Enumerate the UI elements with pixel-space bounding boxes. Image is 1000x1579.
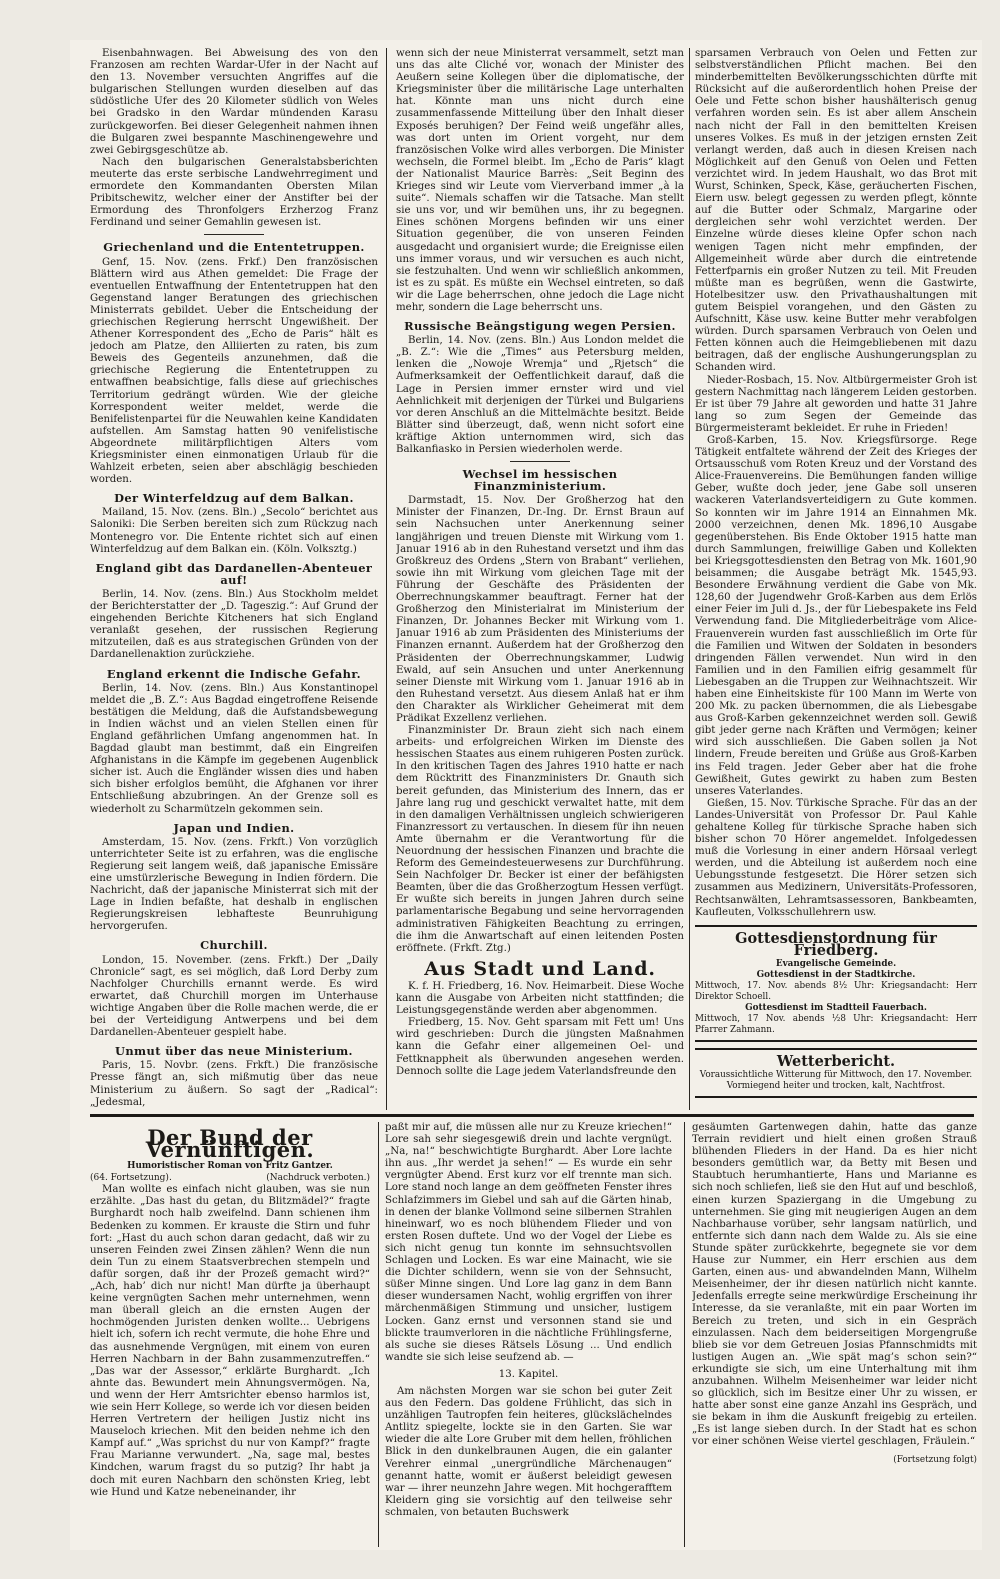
article-heading: Griechenland und die Ententetruppen. [103,240,365,255]
column-1 [90,48,378,1110]
column-rule [386,48,387,1110]
box-line: Gottesdienst im Stadtteil Fauerbach. [745,1002,927,1013]
article-heading: Der Winterfeldzug auf dem Balkan. [114,491,354,506]
newspaper-page [70,40,982,1550]
weather-title: Wetterbericht. [776,1052,896,1070]
article-heading: Wechsel im hessischen Finanzministerium. [462,467,618,494]
article-text: Darmstadt, 15. Nov. Der Großherzog hat den Minister der Finanzen, Dr.-Ing. Dr. Ernst Braun auf sein Nachsuchen unter Anerkennung seiner langjährigen und treuen Dienste mit Wirkung vom 1. Januar 1916 ab in den Ruhestand versetzt und ihm das Großkreuz des Ordens „Stern von Brabant“ verliehen, sowie ihn mit Wirkung vom gleichen Tage mit der Führung der Geschäfte des Präsidenten der Oberrechnungskammer beauftragt. Ferner hat der Großherzog den Ministerialrat im Ministerium der Finanzen, Dr. Johannes Becker mit Wirkung vom 1. Januar 1916 ab zum Präsidenten des Ministeriums der Finanzen ernannt. Außerdem hat der Großherzog den Präsidenten der Oberrechnungskammer, Ludwig Ewald, auf sein Ansuchen und unter Anerkennung seiner Dienste mit Wirkung vom 1. Januar 1916 ab in den Ruhestand versetzt. Aus diesem Anlaß hat er ihm den Charakter als Wirklicher Geheimerat mit dem Prädikat Exzellenz verliehen. [396,495,684,724]
novel-text: Am nächsten Morgen war sie schon bei guter Zeit aus den Federn. Das goldene Frühlicht, das sich in unzähligen Tautropfen fein heiteres, glückslächelndes Antlitz spiegelte, lockte sie in den Garten. Sie war wieder die alte Lore Gruber mit dem hellen, fröhlichen Blick in den dunkelbraunen Augen, die ein galanter Verehrer einmal „unergründliche Märchenaugen“ genannt hatte, womit er äußerst beleidigt gewesen war — ihrer neunzehn Jahre wegen. Mit hochgerafftem Kleidern ging sie vorsichtig auf den teilweise sehr schmalen, von betauten Buchswerk [385,1385,672,1518]
box-title: Gottesdienstordnung für Friedberg. [735,929,937,959]
weather-line: Vormiegend heiter und trocken, kalt, Nachtfrost. [726,1081,946,1092]
article-text: Genf, 15. Nov. (zens. Frkf.) Den französischen Blättern wird aus Athen gemeldet: Die Frage der eventuellen Entwaffnung der Ententetruppen hat den Gegenstand langer Beratungen des griechischen Ministerrats gebildet. Ueber die Entscheidung der griechischen Regierung herrscht Ungewißheit. Der Athener Korrespondent des „Echo de Paris“ hält es jedoch am Platze, den Alliierten zu raten, bis zum Beweis des Gegenteils anzunehmen, daß die griechische Regierung die Ententetruppen zu entwaffnen beabsichtige, falls diese auf griechisches Territorium gedrängt würden. Wie der gleiche Korrespondent weiter meldet, werde die Benifelistenpartei für die Neuwahlen keine Kandidaten aufstellen. Am Samstag hatten 90 venifelistische Abgeordnete militärpflichtigen Alters vom Kriegsminister einen einmonatigen Urlaub für die Wahlzeit erbeten, seien aber abschlägig beschieden worden. [90,256,378,486]
article-heading: Unmut über das neue Ministerium. [115,1044,353,1059]
article-text: Berlin, 14. Nov. (zens. Bln.) Aus Stockholm meldet der Berichterstatter der „D. Tageszig.“: Auf Grund der eingehenden Berichte Kitcheners hat sich England veranlaßt gesehen, der russischen Regierung mitzuteilen, daß es aus strategischen Gründen von der Dardanellenaktion zurückziehe. [90,588,378,661]
article-heading: Churchill. [200,938,268,953]
continuation-note: (Fortsetzung folgt) [893,1454,977,1465]
article-text: Paris, 15. Novbr. (zens. Frkft.) Die französische Presse fängt an, sich mißmutig über das neue Ministerium zu äußern. So sagt der „Radical“: „Jedesmal, [90,1060,378,1108]
article-text: Gießen, 15. Nov. Türkische Sprache. Für das an der Landes-Universität von Professor Dr. Paul Kahle gehaltene Kolleg für türkische Sprache haben sich bisher schon 70 Hörer angemeldet. Infolgedessen muß die Vorlesung in einer andern Hörsaal verlegt werden, und die Abteilung ist außerdem noch eine Uebungsstunde festgesetzt. Die Hörer setzen sich zusammen aus Medizinern, Universitäts-Professoren, Rechtsanwälten, Lehramtsassessoren, Bankbeamten, Kaufleuten, Volksschullehrern usw. [695,797,977,918]
article-text: wenn sich der neue Ministerrat versammelt, setzt man uns das alte Cliché vor, wonach der Minister des Aeußern seine Kollegen über die diplomatische, der Kriegsminister über die militärische Lage unterhalten hat. Könnte man uns nicht durch eine zusammenfassende Mitteilung über den Inhalt dieser Exposés beruhigen? Der Feind weiß ungefähr alles, was dort unten im Orient vorgeht, nur dem französischen Volke wird alles verborgen. Die Minister wechseln, die Formel bleibt. Im „Echo de Paris“ klagt der Nationalist Maurice Barrès: „Seit Beginn des Krieges sind wir Leute vom Vierverband immer „à la suite“. Niemals schaffen wir die Tatsache. Man stellt sie uns vor, und wir bemühen uns, ihr zu begegnen. Eines schönen Morgens befinden wir uns einer Situation gegenüber, die von unseren Feinden ausgedacht und organisiert wurde; die Ereignisse eilen uns immer voraus, und wir versuchen es auch nicht, sie festzuhalten. Und wenn wir schließlich ankommen, ist es zu spät. Es müßte ein Wechsel eintreten, so daß wir die Lage beherrschen, ohne jedoch die Lage nicht mehr, sondern die Lage beherrscht uns. [396,48,684,313]
column-3 [695,48,977,1110]
installment-label: (64. Fortsetzung). [90,1173,172,1184]
chapter-heading: 13. Kapitel. [498,1368,559,1380]
novel-text: gesäumten Gartenwegen dahin, hatte das ganze Terrain revidiert und hielt einen großen Strauß blühenden Flieders in der Hand. Da es hier nicht besonders gemütlich war, da Betty mit Besen und Staubtuch herumhantierte, Hans und Marianne es sich noch schliefen, ließ sie den Hut auf und beschloß, einen kurzen Spaziergang in die Umgebung zu unternehmen. Sie ging mit neugierigen Augen an dem Nachbarhause vorüber, sehr langsam natürlich, und entfernte sich dann nach dem Walde zu. Als sie eine Stunde später zurückkehrte, begegnete sie vor dem Hause zur Nummer, ein Herr erschien aus dem Garten, einen aus- und abwandelnden Mann, Wilhelm Meisenheimer, der ihr diesen natürlich nicht kannte. Jedenfalls erregte seine merkwürdige Erscheinung ihr Interesse, da sie veranlaßte, mit ein paar Worten im Bereich zu treten, und sich in ein Gespräch einzulassen. Nach dem beiderseitigen Morgengruße blieb sie vor dem Getreuen Josias Pfannschmidts mit lustigen Augen an. „Wie spät mag’s schon sein?“ erkundigte sie sich, um eine Unterhaltung mit ihm anzubahnen. Wilhelm Meisenheimer war leider nicht so glücklich, sich im Besitze einer Uhr zu wissen, er hatte aber sonst eine ganze Anzahl ins Gespräch, und sie bekam in ihm die Auskunft freigebig zu erteilen. „Es ist lange sieben durch. In der Stadt hat es schon vor einer schönen Weise viertel geschlagen, Fräulein.“ [692,1122,977,1448]
novel-text: Man wollte es einfach nicht glauben, was sie nun erzählte. „Das hast du getan, du Blitzmädel?“ fragte Burghardt noch halb zweifelnd. Dann schienen ihm Bedenken zu kommen. Er krauste die Stirn und fuhr fort: „Hast du auch schon daran gedacht, daß wir zu unseren Feinden zwei Zinsen zählen? Wenn die nun dein Tun zu einem Staatsverbrechen stempeln und dafür sorgen, daß ihr der Prozeß gemacht wird?“ „Ach, hab’ dich nur nicht! Man dürfte ja überhaupt keine vergnügten Sachen mehr unternehmen, wenn man überall gleich an die ernsten Augen der hochmögenden Juristen denken wollte... Uebrigens hielt ich, sofern ich recht vermute, die hohe Ehre und das ausnehmende Vergnügen, mit einem von euren Herren Nachbarn in der Bahn zusammenzutreffen.“ „Das war der Assessor,“ erklärte Burghardt. „Ich ahnte das. Bewundert mein Ahnungsvermögen. Na, und wenn der Herr Amtsrichter ebenso harmlos ist, wie sein Herr Kollege, so werde ich vor diesen beiden Herren Vertretern der heiligen Justiz nicht ins Mauseloch kriechen. Mit den beiden nehme ich den Kampf auf.“ „Was sprichst du nur von Kampf?“ fragte Frau Marianne verwundert. „Na, sage mal, bestes Kindchen, warum fragst du so putzig? Ihr habt ja doch mit euren Nachbarn den schönsten Krieg, lebt wie Hund und Katze nebeneinander, ihr [90,1184,370,1498]
box-subtitle: Evangelische Gemeinde. [775,958,897,969]
article-text: Mailand, 15. Nov. (zens. Bln.) „Secolo“ berichtet aus Saloniki: Die Serben bereiten sich zum Rückzug nach Montenegro vor. Die Entente richtet sich auf einen Winterfeldzug auf dem Balkan ein. (Köln. Volksztg.) [90,507,378,555]
divider [510,461,570,462]
copyright-label: (Nachdruck verboten.) [266,1173,370,1184]
weather-box [695,1048,977,1098]
article-text: Berlin, 14. Nov. (zens. Bln.) Aus Konstantinopel meldet die „B. Z.“: Aus Bagdad eingetroffene Reisende bestätigen die Meldung, daß die Aufstandsbewegung in Indien wächst und an vielen Stellen einen für England gefährlichen Umfang angenommen hat. In Bagdad glaubt man bestimmt, daß ein Eingreifen Afghanistans in die Kämpfe im gegebenen Augenblick sicher ist. Auch die Engländer wissen dies und haben sich bisher erfolglos bemüht, die Afghanen vor ihrer Entschließung abzubringen. An der Grenze soll es wiederholt zu Scharmützeln gekommen sein. [90,682,378,815]
article-text: Berlin, 14. Nov. (zens. Bln.) Aus London meldet die „B. Z.“: Wie die „Times“ aus Petersburg melden, lenken die „Nowoje Wremja“ und „Rjetsch“ die Aufmerksamkeit der Oeffentlichkeit darauf, daß die Lage in Persien immer ernster wird und viel Aehnlichkeit mit derjenigen der Türkei und Bulgariens vor deren Anschluß an die Mittelmächte besitzt. Beide Blätter sind überzeugt, daß, wenn nicht sofort eine kräftige Aktion unternommen wird, sich das Balkanfiasko in Persien wiederholen werde. [396,335,684,455]
section-heading: Aus Stadt und Land. [424,957,656,980]
article-heading: Japan und Indien. [173,820,295,835]
box-line: Mittwoch, 17. Nov. abends 8½ Uhr: Kriegsandacht: Herr Direktor Schoell. [695,980,977,1002]
article-text: Eisenbahnwagen. Bei Abweisung des von den Franzosen am rechten Wardar-Ufer in der Nacht auf den 13. November versuchten Angriffes auf die bulgarischen Stellungen wurden dieselben auf das südöstliche Ufer des 20 Kilometer südlich von Weles bei Gradsko in den Wardar mündenden Karasu zurückgeworfen. Bei dieser Gelegenheit nahmen ihnen die Bulgaren zwei bespannte Maschinengewehre und zwei Gebirgsgeschütze ab. [90,48,378,156]
article-text: London, 15. November. (zens. Frkft.) Der „Daily Chronicle“ sagt, es sei möglich, daß Lord Derby zum Nachfolger Churchills ernannt werde. Es wird erwartet, daß Churchill morgen im Unterhause wichtige Angaben über die Rolle machen werde, die er bei der Verteidigung Antwerpens und bei dem Dardanellen-Abenteuer gespielt habe. [90,954,378,1039]
article-heading: England erkennt die Indische Gefahr. [106,666,362,681]
article-text: Groß-Karben, 15. Nov. Kriegsfürsorge. Rege Tätigkeit entfaltete während der Zeit des Krieges der Ortsausschuß vom Roten Kreuz und der Vorstand des Alice-Frauenvereins. Die Bemühungen fanden willige Geber, wußte doch jeder, jene Gabe soll unseren wackeren Vaterlandsverteidigern zu Gute kommen. So konnten wir im Jahre 1914 an Einnahmen Mk. 2000 verzeichnen, denen Mk. 1896,10 Ausgabe gegenüberstehen. Bis Ende Oktober 1915 hatte man durch Sammlungen, freiwillige Gaben und Kollekten bei Kriegsgottesdiensten den Betrag von Mk. 1601,90 beisammen; die Ausgabe beträgt Mk. 1545,93. Besondere Erwähnung verdient die Gabe von Mk. 128,60 der Jugendwehr Groß-Karben aus dem Erlös einer Feier im Juli d. Js., der für Liebespakete ins Feld Verwendung fand. Die Mitgliederbeiträge vom Alice-Frauenverein wurden fast ausschließlich im Orte für die Familien und Witwen der Soldaten in besonders dringenden Fällen verwendet. Nun wird in den Familien und in den Familien eifrig gesammelt für Liebesgaben an die Truppen zur Weihnachtszeit. Wir haben eine Einheitskiste für 100 Mann im Werte von 200 Mk. zu packen übernommen, die als Liebesgabe aus Groß-Karben gekennzeichnet werden soll. Gewiß gibt jeder gerne nach Kräften und Vermögen; keiner wird sich ausschließen. Die Gaben sollen ja Not lindern, Freude bereiten und Grüße aus Groß-Karben ins Feld tragen. Jeder Geber aber hat die frohe Gewißheit, Gutes gewirkt zu haben zum Besten unseres Vaterlandes. [695,435,977,797]
article-heading: Russische Beängstigung wegen Persien. [404,319,676,334]
article-text: K. f. H. Friedberg, 16. Nov. Heimarbeit. Diese Woche kann die Ausgabe von Arbeiten nicht stattfinden; die Leistungsgegenstände werden aber abgenommen. [396,980,684,1017]
feuilleton-column-1 [90,1122,370,1547]
novel-subtitle: Humoristischer Roman von Fritz Gantzer. [127,1161,333,1172]
church-schedule-box [695,925,977,1042]
article-text: Nieder-Rosbach, 15. Nov. Altbürgermeister Groh ist gestern Nachmittag nach längerem Leiden gestorben. Er ist über 79 Jahre alt geworden und hatte 31 Jahre lang so zum Segen der Gemeinde das Bürgermeisteramt bekleidet. Er ruhe in Frieden! [695,374,977,434]
column-rule [684,1122,685,1547]
box-line: Gottesdienst in der Stadtkirche. [756,969,916,980]
novel-text: paßt mir auf, die müssen alle nur zu Kreuze kriechen!“ Lore sah sehr siegesgewiß drein und lachte vergnügt. „Na, na!“ beschwichtigte Burghardt. Aber Lore lachte ihn aus. „Ihr werdet ja sehen!“ — Es wurde ein sehr vergnügter Abend. Erst kurz vor elf trennte man sich. Lore stand noch lange an dem geöffneten Fenster ihres Schlafzimmers im Giebel und sah auf die Gärten hinab, in denen der blanke Vollmond seine silbernen Strahlen hineinwarf, wo es noch blühendem Flieder und von ersten Rosen duftete. Und wo der Vogel der Liebe es sich nicht genug tun konnte im sehnsuchtsvollen Schlagen und Locken. Es war eine Mainacht, wie sie die Dichter schildern, wenn sie von der Sehnsucht, süßer Minne singen. Und Lore lag ganz in dem Bann dieser wundersamen Nacht, wohlig ergriffen von ihrer märchenmäßigen Stimmung und unsicher, lustigem Locken. Ganz ernst und versonnen stand sie und blickte traumverloren in die nächtliche Frühlingsferne, als suche sie dieses Rätsels Lösung ... Und endlich wandte sie sich leise seufzend ab. — [385,1122,672,1363]
novel-title: Der Bund der Vernünftigen. [145,1125,315,1163]
article-text: Amsterdam, 15. Nov. (zens. Frkft.) Von vorzüglich unterrichteter Seite ist zu erfahren, was die englische Regierung seit langem weiß, daß japanische Emissäre eine umstürzlerische Bewegung in Indien fördern. Die Nachricht, daß der japanische Ministerrat sich mit der Lage in Indien befaßte, hat deshalb in englischen Regierungskreisen lebhafteste Beunruhigung hervorgerufen. [90,836,378,933]
feuilleton-rule [90,1114,974,1117]
feuilleton-column-2 [385,1122,672,1547]
novel-meta [90,1172,370,1184]
column-rule [689,48,690,1110]
column-2 [396,48,684,1110]
divider [204,234,264,235]
column-rule [378,1122,379,1547]
article-text: Friedberg, 15. Nov. Geht sparsam mit Fett um! Uns wird geschrieben: Durch die jüngsten Maßnahmen kann die Gefahr einer allgemeinen Oel- und Fettknappheit als überwunden angesehen werden. Dennoch sollte die Lage jedem Vaterlandsfreunde den [396,1017,684,1077]
article-text: Finanzminister Dr. Braun zieht sich nach einem arbeits- und erfolgreichen Wirken im Dienste des hessischen Staates aus einem ruhigeren Posten zurück. In den kritischen Tagen des Jahres 1910 hatte er nach dem Rücktritt des Finanzministers Dr. Gnauth sich bereit gefunden, das Ministerium des Innern, das er Jahre lang rug und geschickt verwaltet hatte, mit dem in den damaligen Verhältnissen ungleich schwierigeren Finanzressort zu vertauschen. In diesem für ihn neuen Amte übernahm er die Verantwortung für die Neuordnung der hessischen Finanzen und brachte die Reform des Gemeindesteuerwesens zur Durchführung. Sein Nachfolger Dr. Becker ist einer der befähigsten Beamten, über die das Großherzogtum Hessen verfügt. Er wußte sich bereits in jungen Jahren durch seine parlamentarische Begabung und seine hervorragenden administrativen Fähigkeiten Beachtung zu erringen, die ihm die Anwartschaft auf einen leitenden Posten eröffnete. (Frkft. Ztg.) [396,725,684,954]
article-text: Nach den bulgarischen Generalstabsberichten meuterte das erste serbische Landwehrregiment und ermordete den Kommandanten Obersten Milan Pribitschewitz, welcher einer der Anstifter bei der Ermordung des Thronfolgers Erzherzog Franz Ferdinand und seiner Gemahlin gewesen ist. [90,156,378,229]
article-text: sparsamen Verbrauch von Oelen und Fetten zur selbstverständlichen Pflicht machen. Bei den minderbemittelten Bevölkerungsschichten dürfte mit Rücksicht auf die außerordentlich hohen Preise der Oele und Fette schon bisher haushälterisch genug verfahren worden sein. Es ist aber allem Anschein nach nicht der Fall in den bemittelten Kreisen unseres Volkes. Es muß in der jetzigen ernsten Zeit verlangt werden, daß auch in diesen Kreisen nach Möglichkeit auf den Genuß von Oelen und Fetten verzichtet wird. In jedem Haushalt, wo das Brot mit Wurst, Schinken, Speck, Käse, geräucherten Fischen, Eiern usw. belegt gegessen zu werden pflegt, könnte auf die Butter oder Schmalz, Margarine oder dergleichen sehr wohl verzichtet werden. Der Einzelne würde dieses kleine Opfer schon nach wenigen Tagen nicht mehr empfinden, der Allgemeinheit würde aber durch die eintretende Fetterfparnis ein großer Nutzen zu teil. Mit Freuden müßte man es begrüßen, wenn die Gastwirte, Hotelbesitzer usw. den Privathaushaltungen mit gutem Beispiel vorangehen, und den Gästen zu Aufschnitt, Käse usw. keine Butter mehr verabfolgen würden. Durch sparsamen Verbrauch von Oelen und Fetten können auch die Heimgebliebenen mit dazu beitragen, daß der englische Aushungerungsplan zu Schanden wird. [695,48,977,374]
article-heading: England gibt das Dardanellen-Abenteuer auf! [95,560,373,587]
weather-line: Voraussichtliche Witterung für Mittwoch, den 17. November. [699,1070,973,1081]
feuilleton-column-3 [692,1122,977,1547]
box-line: Mittwoch, 17 Nov. abends ½8 Uhr: Kriegsandacht: Herr Pfarrer Zahmann. [695,1013,977,1035]
